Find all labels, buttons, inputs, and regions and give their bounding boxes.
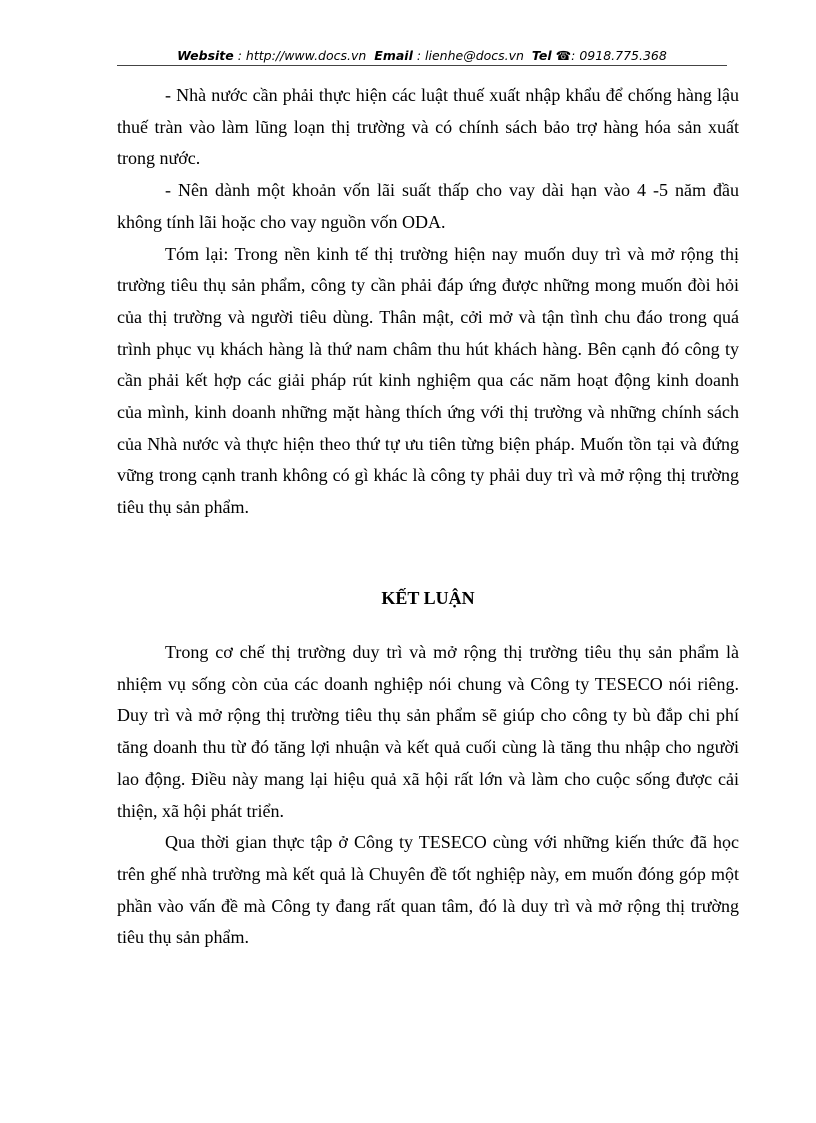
tel-label: Tel (531, 48, 552, 63)
email-address[interactable]: : lienhe@docs.vn (416, 48, 524, 63)
tel-number: : 0918.775.368 (571, 48, 667, 63)
paragraph: Tóm lại: Trong nền kinh tế thị trường hiện nay muốn duy trì và mở rộng thị trường tiêu thụ sản phẩm, công ty cần phải đáp ứng được những mong muốn đòi hỏi của thị trường và người tiêu dùng. Thân mật, cởi mở và tận tình chu đáo trong quá trình phục vụ khách hàng là thứ nam châm thu hút khách hàng. Bên cạnh đó công ty cần phải kết hợp các giải pháp rút kinh nghiệm qua các năm hoạt động kinh doanh của mình, kinh doanh những mặt hàng thích ứng với thị trường và những chính sách của Nhà nước và thực hiện theo thứ tự ưu tiên từng biện pháp. Muốn tồn tại và đứng vững trong cạnh tranh không có gì khác là công ty phải duy trì và mở rộng thị trường tiêu thụ sản phẩm. (117, 243, 739, 518)
recommendations-section (117, 80, 739, 524)
phone-icon: ☎ (555, 48, 572, 63)
paragraph: Trong cơ chế thị trường duy trì và mở rộng thị trường tiêu thụ sản phẩm là nhiệm vụ sống còn của các doanh nghiệp nói chung và Công ty TESECO nói riêng. Duy trì và mở rộng thị trường tiêu thụ sản phẩm sẽ giúp cho công ty bù đắp chi phí tăng doanh thu từ đó tăng lợi nhuận và kết quả cuối cùng là tăng thu nhập cho người lao động. Điều này mang lại hiệu quả xã hội rất lớn và làm cho cuộc sống được cải thiện, xã hội phát triển. (117, 642, 739, 821)
website-label: Website (177, 48, 234, 63)
paragraph: - Nhà nước cần phải thực hiện các luật thuế xuất nhập khẩu để chống hàng lậu thuế tràn vào làm lũng loạn thị trường và có chính sách bảo trợ hàng hóa sản xuất trong nước. (117, 85, 739, 169)
conclusion-section (117, 637, 739, 954)
email-label: Email (374, 48, 413, 63)
paragraph: Qua thời gian thực tập ở Công ty TESECO cùng với những kiến thức đã học trên ghế nhà trường mà kết quả là Chuyên đề tốt nghiệp này, em muốn đóng góp một phần vào vấn đề mà Công ty đang rất quan tâm, đó là duy trì và mở rộng thị trường tiêu thụ sản phẩm. (117, 832, 739, 948)
page-header (118, 48, 726, 64)
paragraph: - Nên dành một khoản vốn lãi suất thấp cho vay dài hạn vào 4 -5 năm đầu không tính lãi hoặc cho vay nguồn vốn ODA. (117, 180, 739, 232)
conclusion-heading: KẾT LUẬN (381, 588, 475, 608)
header-divider (117, 65, 727, 66)
website-url[interactable]: : http://www.docs.vn (237, 48, 367, 63)
